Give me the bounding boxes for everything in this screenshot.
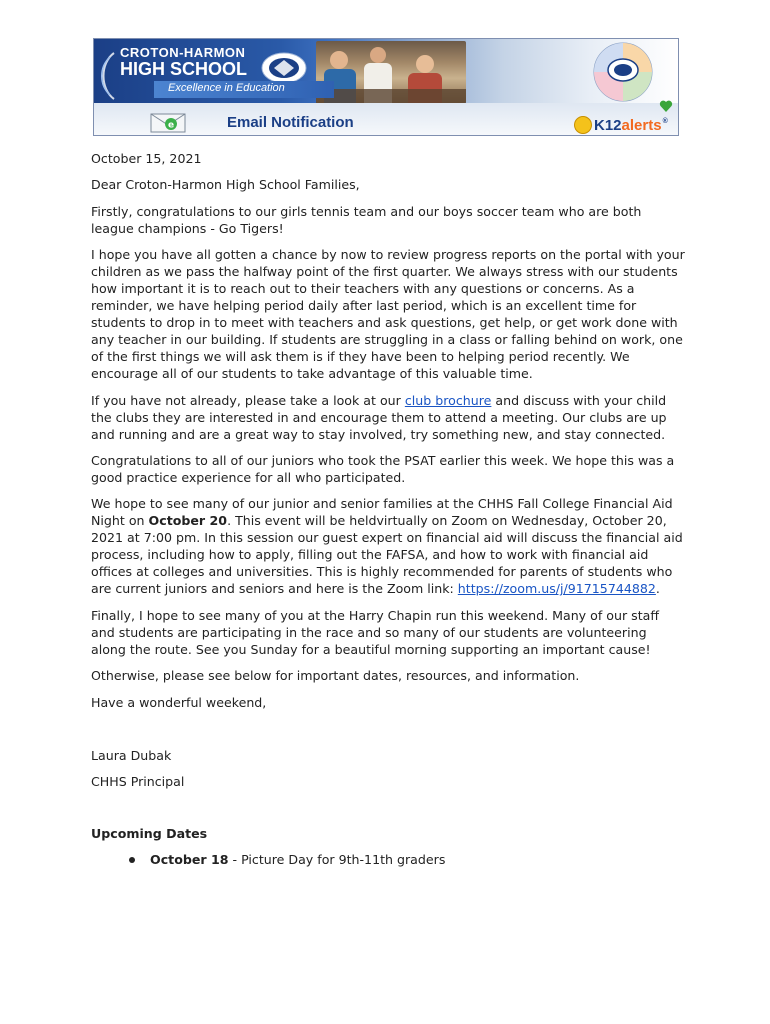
upcoming-date-description: - Picture Day for 9th-11th graders [228,852,446,868]
email-notification-title: Email Notification [227,114,354,131]
club-brochure-link[interactable]: club brochure [404,392,492,408]
lightbulb-icon [574,116,592,134]
paragraph-champions: Firstly, congratulations to our girls tennis team and our boys soccer team who are both league champions - Go Tigers! [91,203,642,236]
school-name-line1: CROTON-HARMON [120,45,246,60]
bullet-icon [129,857,135,863]
k12-brand-k: K12 [594,116,622,134]
financial-aid-text-middle: . This event will be heldvirtually on Zoom on Wednesday, October 20, 2021 at 7:00 pm. In this session our guest expert on financial aid will discuss the financial aid process, including how to apply, filling out the FAFSA, and how to work with financial aid offices at colleges and universities. This is highly recommended for parents of students who are current juniors and seniors and here is the Zoom link: [91,513,683,597]
letter-closing: Have a wonderful weekend, [91,694,267,710]
svg-text:e: e [168,120,175,131]
paragraph-psat: Congratulations to all of our juniors who took the PSAT earlier this week. We hope this was a good practice experience for all who participated. [91,452,675,485]
upcoming-dates-heading: Upcoming Dates [91,825,208,841]
email-header-banner [93,38,679,136]
upcoming-dates-list [91,851,685,868]
heart-icon [659,99,673,113]
signer-title: CHHS Principal [91,774,185,790]
paragraph-financial-aid [91,495,685,597]
school-name-line2: HIGH SCHOOL [120,59,248,79]
financial-aid-text-end: . [655,581,660,597]
list-item [91,851,685,868]
paragraph-clubs [91,392,685,443]
zoom-link[interactable]: https://zoom.us/j/91715744882 [457,581,656,597]
k12-trademark: ® [662,118,668,125]
letter-salutation: Dear Croton-Harmon High School Families, [91,177,360,193]
paragraph-progress-reports: I hope you have all gotten a chance by now to review progress reports on the portal with your children as we pass the halfway point of the first quarter. We always stress with our students how important it is to reach out to their teachers with any questions or concerns. As a reminder, we have helping period daily after last period, which is an excellent time for students to drop in to meet with teachers and ask questions, get help, or get work done with any teacher in our building. If students are struggling in a class or falling behind on work, one of the first things we will ask them is if they have been to helping period recently. We encourage all of our students to take advantage of this valuable time. [91,247,685,382]
swoosh-decoration-icon [98,51,116,101]
school-tagline: Excellence in Education [168,82,285,94]
financial-aid-date: October 20 [148,513,228,529]
paragraph-see-below: Otherwise, please see below for important dates, resources, and information. [91,668,580,684]
paragraph-harry-chapin: Finally, I hope to see many of you at the Harry Chapin run this weekend. Many of our staff and students are participating in the race and so many of our students are volunteering along the route. See you Sunday for a beautiful morning supporting an important cause! [91,607,660,657]
financial-aid-text-before: We hope to see many of our junior and senior families at the CHHS Fall College Financial Aid Night on [91,496,673,529]
district-logo-icon [592,41,654,103]
email-envelope-icon [150,111,188,133]
letter-body [91,150,685,868]
clubs-text-after: and discuss with your child the clubs they are interested in and encourage them to attend a meeting. Our clubs are up and running and are a great way to stay involved, try something new, and stay connected. [91,392,667,442]
k12-brand-alerts: alerts [621,116,662,134]
signer-name: Laura Dubak [91,747,172,763]
upcoming-date: October 18 [150,852,229,868]
students-photo [316,41,466,103]
letter-date: October 15, 2021 [91,151,202,166]
school-seal-icon [260,51,308,85]
clubs-text-before: If you have not already, please take a look at our [91,392,405,408]
k12alerts-logo [574,115,668,135]
